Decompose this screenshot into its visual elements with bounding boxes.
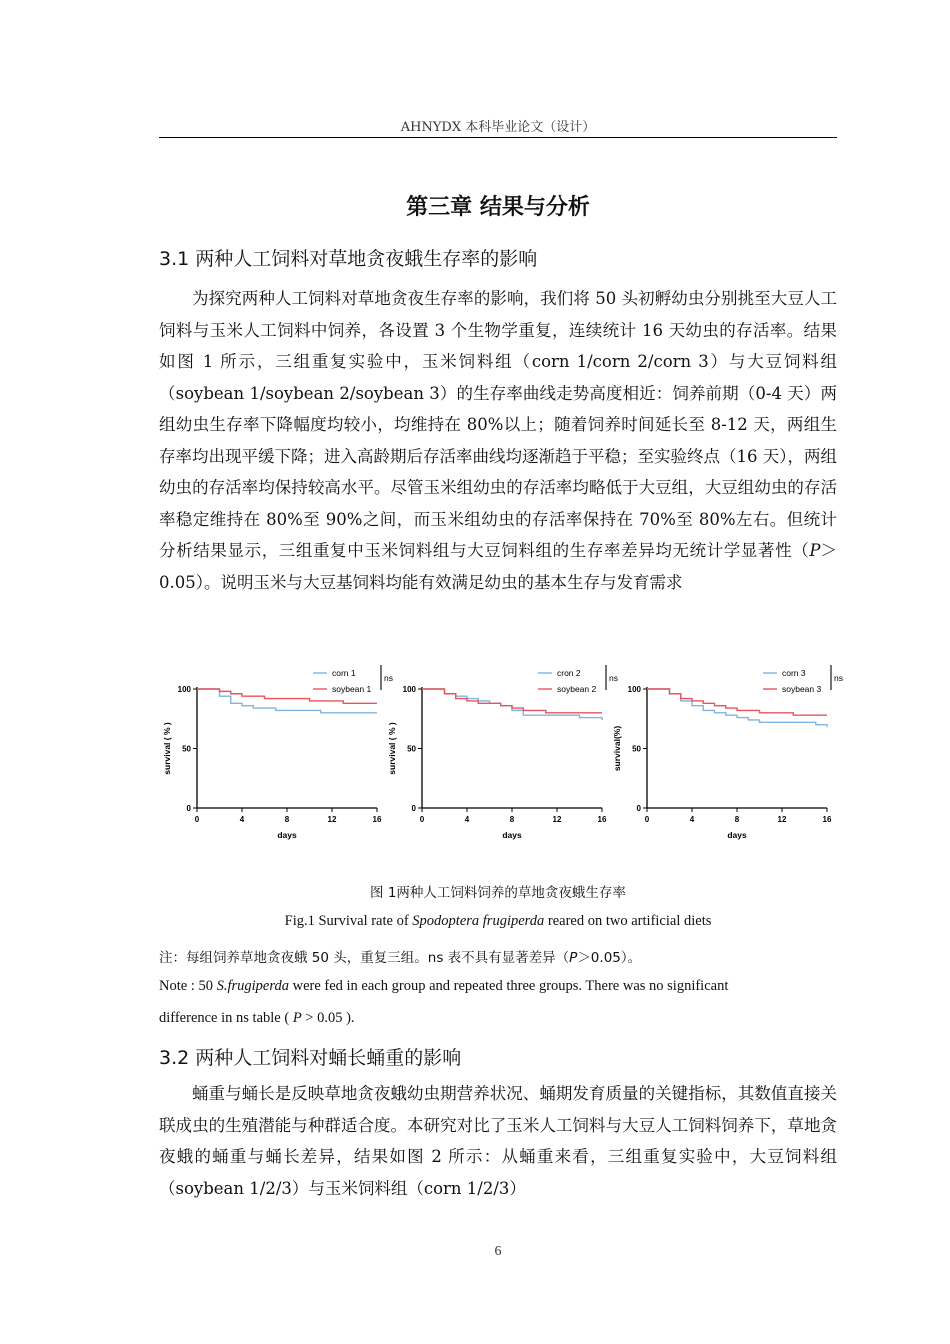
x-tick-label: 0 [194,815,200,824]
y-tick-label: 0 [186,804,191,813]
survival-chart-2 [387,665,618,840]
figure-note-en-line1 [159,978,837,995]
x-tick-label: 8 [509,815,515,824]
legend-label: soybean 2 [557,684,597,694]
note-en-a: Note : 50 [159,978,217,994]
legend-label: soybean 1 [332,684,372,694]
figure-note-en-line2 [159,1010,837,1027]
significance-label: ns [834,673,843,683]
x-tick-label: 4 [689,815,695,824]
x-tick-label: 16 [822,815,832,824]
x-tick-label: 4 [464,815,470,824]
y-tick-label: 50 [182,744,191,754]
x-axis-label: days [277,830,297,840]
page-number: 6 [494,1244,502,1259]
section-3-1-title: 3.1 两种人工饲料对草地贪夜蛾生存率的影响 [159,248,538,270]
significance-label: ns [609,673,618,683]
note-en-b: were fed in each group and repeated three groups. There was no significant [288,978,729,994]
significance-label: ns [384,673,393,683]
y-tick-label: 100 [402,685,416,694]
legend-label: soybean 3 [782,684,822,694]
paragraph-text-b: ＞0.05）。说明玉米与大豆基饲料均能有效满足幼虫的基本生存与发育需求 [159,541,837,592]
legend-label: corn 3 [782,668,806,678]
survival-charts [160,660,860,845]
legend-label: cron 2 [557,668,581,678]
note-cn-p: P [569,950,578,966]
header-rule [159,137,837,138]
running-header: AHNYDX 本科毕业论文（设计） [400,120,596,135]
note-cn-a: 注：每组饲养草地贪夜蛾 50 头，重复三组。ns 表不具有显著差异（ [159,950,570,966]
chapter-title: 第三章 结果与分析 [406,195,590,220]
x-tick-label: 16 [597,815,607,824]
y-axis-label: survival ( % ) [162,722,172,775]
y-tick-label: 0 [636,804,641,813]
section-3-1-paragraph [159,283,837,598]
section-3-2-paragraph [159,1078,837,1204]
x-tick-label: 8 [284,815,290,824]
x-tick-label: 8 [734,815,740,824]
survival-chart-1 [162,665,393,840]
legend-label: corn 1 [332,668,356,678]
note-en-c: difference in ns table ( [159,1010,293,1026]
p-value-symbol: P [809,541,821,560]
y-tick-label: 100 [627,685,641,694]
y-axis-label: survival(%) [612,725,622,772]
note-en-d: > 0.05 ). [301,1010,355,1026]
y-tick-label: 0 [411,804,416,813]
x-tick-label: 16 [372,815,382,824]
caption-en-suffix: reared on two artificial diets [544,913,712,929]
x-tick-label: 4 [239,815,245,824]
figure-caption-en [159,913,837,930]
section-3-2-text: 蛹重与蛹长是反映草地贪夜蛾幼虫期营养状况、蛹期发育质量的关键指标，其数值直接关联成虫的生殖潜能与种群适合度。本研究对比了玉米人工饲料与大豆人工饲料饲养下，草地贪夜蛾的蛹重与蛹长差异，结果如图 2 所示：从蛹重来看，三组重复实验中，大豆饲料组（soybean 1/2/3）与玉米饲料组（corn 1/2/3） [159,1084,837,1198]
paragraph-text-a: 为探究两种人工饲料对草地贪夜生存率的影响，我们将 50 头初孵幼虫分别挑至大豆人工饲料与玉米人工饲料中饲养，各设置 3 个生物学重复，连续统计 16 天幼虫的存活率。结果如图 1 所示，三组重复实验中，玉米饲料组（corn 1/corn 2/corn 3）与大豆饲料组（soybean 1/soybean 2/soybean 3）的生存率曲线走势高度相近：饲养前期（0-4 天）两组幼虫生存率下降幅度均较小，均维持在 80%以上；随着饲养时间延长至 8-12 天，两组生存率均出现平缓下降；进入高龄期后存活率曲线均逐渐趋于平稳；至实验终点（16 天），两组幼虫的存活率均保持较高水平。尽管玉米组幼虫的存活率均略低于大豆组，大豆组幼虫的存活率稳定维持在 80%至 90%之间，而玉米组幼虫的存活率保持在 70%至 80%左右。但统计分析结果显示，三组重复中玉米饲料组与大豆饲料组的生存率差异均无统计学显著性（ [159,289,837,560]
figure-1 [160,660,860,845]
note-en-species: S.frugiperda [216,978,289,994]
y-axis-label: survival ( % ) [387,722,397,775]
y-tick-label: 100 [177,685,191,694]
figure-caption-cn: 图 1两种人工饲料饲养的草地贪夜蛾生存率 [370,885,626,901]
caption-en-prefix: Fig.1 Survival rate of [284,913,413,929]
y-tick-label: 50 [407,744,416,754]
x-tick-label: 12 [552,815,562,824]
note-en-p: P [292,1010,302,1026]
y-tick-label: 50 [632,744,641,754]
section-3-2-title: 3.2 两种人工饲料对蛹长蛹重的影响 [159,1047,462,1069]
x-tick-label: 12 [777,815,787,824]
survival-chart-3 [612,665,843,840]
x-tick-label: 12 [327,815,337,824]
figure-note-cn [159,946,837,966]
x-axis-label: days [727,830,747,840]
caption-en-species: Spodoptera frugiperda [412,913,545,929]
note-cn-b: ＞0.05）。 [577,950,642,966]
x-tick-label: 0 [644,815,650,824]
x-tick-label: 0 [419,815,425,824]
x-axis-label: days [502,830,522,840]
